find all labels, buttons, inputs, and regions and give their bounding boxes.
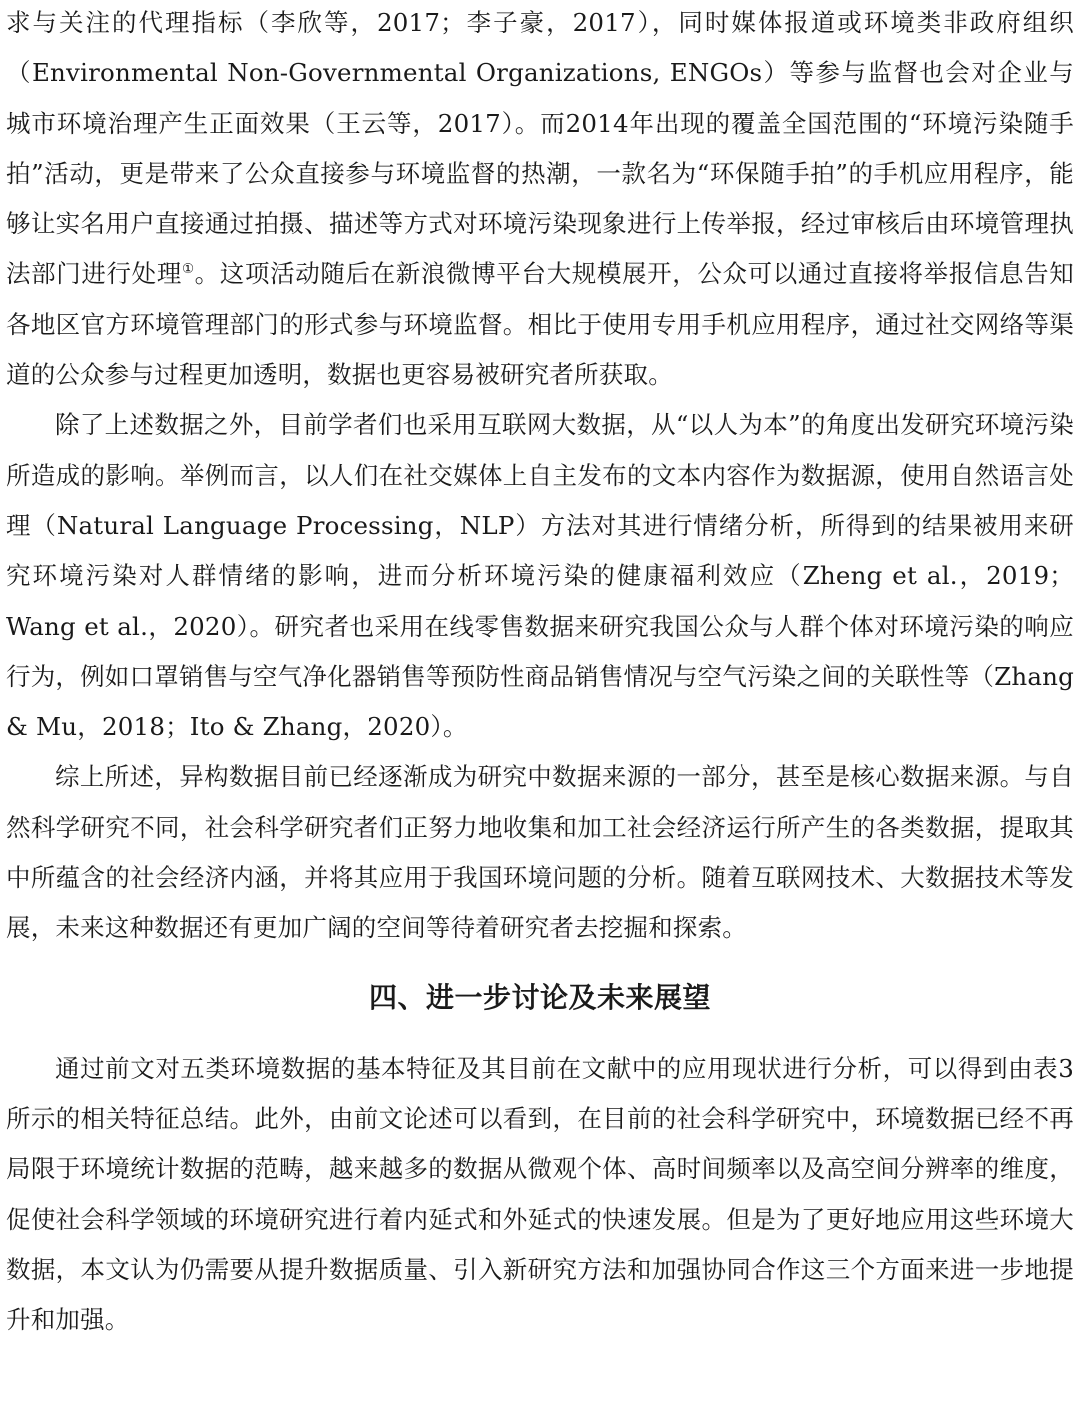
paragraph-summary: 综上所述，异构数据目前已经逐渐成为研究中数据来源的一部分，甚至是核心数据来源。与自然科学研究不同，社会科学研究者们正努力地收集和加工社会经济运行所产生的各类数据，提取其中所蕴含的社会经济内涵，并将其应用于我国环境问题的分析。随着互联网技术、大数据技术等发展，未来这种数据还有更加广阔的空间等待着研究者去挖掘和探索。 — [6, 762, 1074, 943]
paragraph-continuation — [6, 0, 1074, 400]
paragraph-text: 。这项活动随后在新浪微博平台大规模展开，公众可以通过直接将举报信息告知各地区官方环境管理部门的形式参与环境监督。相比于使用专用手机应用程序，通过社交网络等渠道的公众参与过程更加透明，数据也更容易被研究者所获取。 — [6, 259, 1074, 390]
footnote-marker[interactable]: ① — [181, 261, 195, 278]
paragraph-discussion: 通过前文对五类环境数据的基本特征及其目前在文献中的应用现状进行分析，可以得到由表3所示的相关特征总结。此外，由前文论述可以看到，在目前的社会科学研究中，环境数据已经不再局限于环境统计数据的范畴，越来越多的数据从微观个体、高时间频率以及高空间分辨率的维度，促使社会科学领域的环境研究进行着内延式和外延式的快速发展。但是为了更好地应用这些环境大数据，本文认为仍需要从提升数据质量、引入新研究方法和加强协同合作这三个方面来进一步地提升和加强。 — [6, 1053, 1074, 1335]
paragraph-text: 求与关注的代理指标（李欣等，2017；李子豪，2017），同时媒体报道或环境类非政府组织（Environmental Non-Governmental Organizations, ENGOs）等参与监督也会对企业与城市环境治理产生正面效果（王云等，2017）。而2014年出现的覆盖全国范围的“环境污染随手拍”活动，更是带来了公众直接参与环境监督的热潮，一款名为“环保随手拍”的手机应用程序，能够让实名用户直接通过拍摄、描述等方式对环境污染现象进行上传举报，经过审核后由环境管理执法部门进行处理 — [6, 8, 1074, 289]
paragraph-internet-big-data: 除了上述数据之外，目前学者们也采用互联网大数据，从“以人为本”的角度出发研究环境污染所造成的影响。举例而言，以人们在社交媒体上自主发布的文本内容作为数据源，使用自然语言处理（Natural Language Processing，NLP）方法对其进行情绪分析，所得到的结果被用来研究环境污染对人群情绪的影响，进而分析环境污染的健康福利效应（Zheng et al.，2019；Wang et al.，2020）。研究者也采用在线零售数据来研究我国公众与人群个体对环境污染的响应行为，例如口罩销售与空气净化器销售等预防性商品销售情况与空气污染之间的关联性等（Zhang & Mu，2018；Ito & Zhang，2020）。 — [6, 410, 1074, 742]
section-heading: 四、进一步讨论及未来展望 — [368, 980, 711, 1014]
